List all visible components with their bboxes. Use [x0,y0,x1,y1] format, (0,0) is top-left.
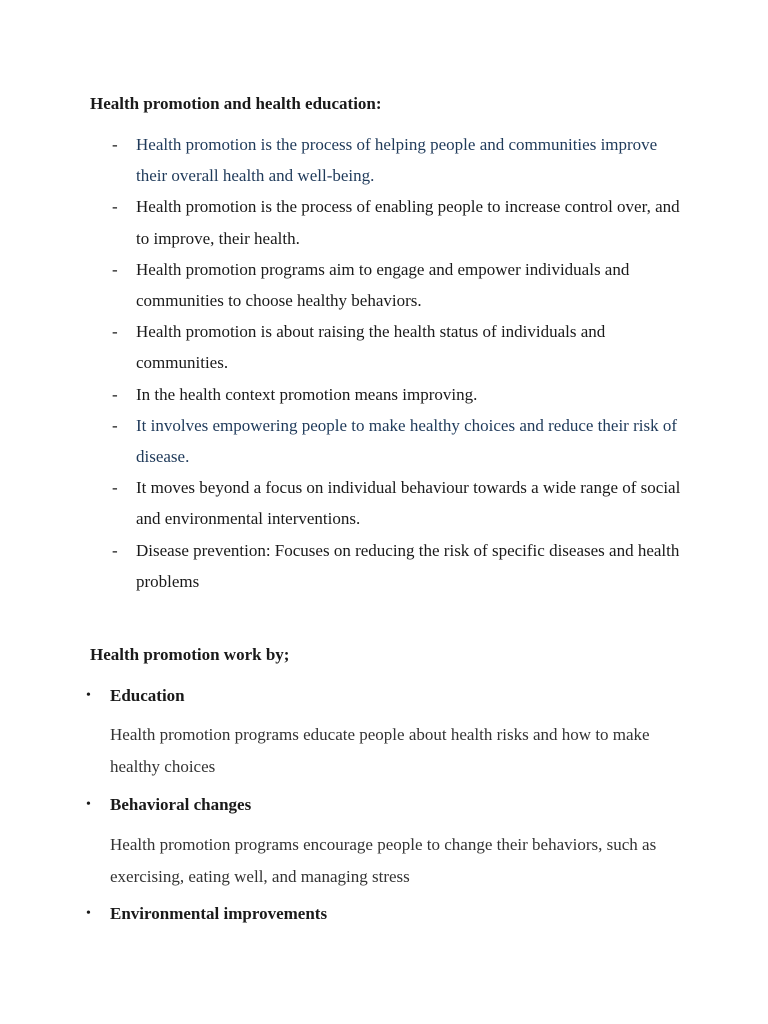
dash-marker: - [112,322,118,342]
section-heading-work-by: Health promotion work by; [90,645,290,664]
list-item [0,410,686,472]
bullet-title: Environmental improvements [110,904,328,923]
dash-marker: - [112,384,118,404]
section-heading-health-promotion-education: Health promotion and health education: [90,94,382,113]
dash-marker: - [112,478,118,498]
bullet-title: Behavioral changes [110,795,252,814]
list-item-text: Health promotion is the process of helping people and communities improve their overall health and well-being. [136,135,658,186]
list-item [0,129,686,191]
list-item-text: Health promotion is about raising the health status of individuals and communities. [136,322,606,373]
list-item-text: Health promotion programs aim to engage and empower individuals and communities to choose healthy behaviors. [136,259,630,311]
list-item-text: In the health context promotion means improving. [136,384,478,404]
list-item-text: Health promotion is the process of enabling people to increase control over, and to improve, their health. [136,197,680,248]
definition-list [0,129,768,597]
list-item-text: It moves beyond a focus on individual behaviour towards a wide range of social and environmental interventions. [136,478,681,529]
list-item [0,535,686,597]
list-item-text: Disease prevention: Focuses on reducing the risk of specific diseases and health problems [136,540,680,591]
bullet-marker: • [86,797,91,812]
list-item [0,316,686,378]
bullet-description: Health promotion programs encourage people to change their behaviors, such as exercising, eating well, and managing stress [110,835,657,886]
dash-marker: - [112,259,118,279]
bullet-title: Education [110,686,185,705]
bullet-description: Health promotion programs educate people about health risks and how to make healthy choices [110,725,650,776]
dash-marker: - [112,540,118,560]
bullet-marker: • [86,906,91,921]
list-item [0,191,686,253]
bullet-marker: • [86,688,91,703]
dash-marker: - [112,135,118,154]
dash-marker: - [112,415,118,435]
list-item [0,472,686,534]
dash-marker: - [112,197,118,217]
list-item-text: It involves empowering people to make healthy choices and reduce their risk of disease. [136,415,677,467]
list-item [0,379,686,410]
list-item [0,254,686,316]
